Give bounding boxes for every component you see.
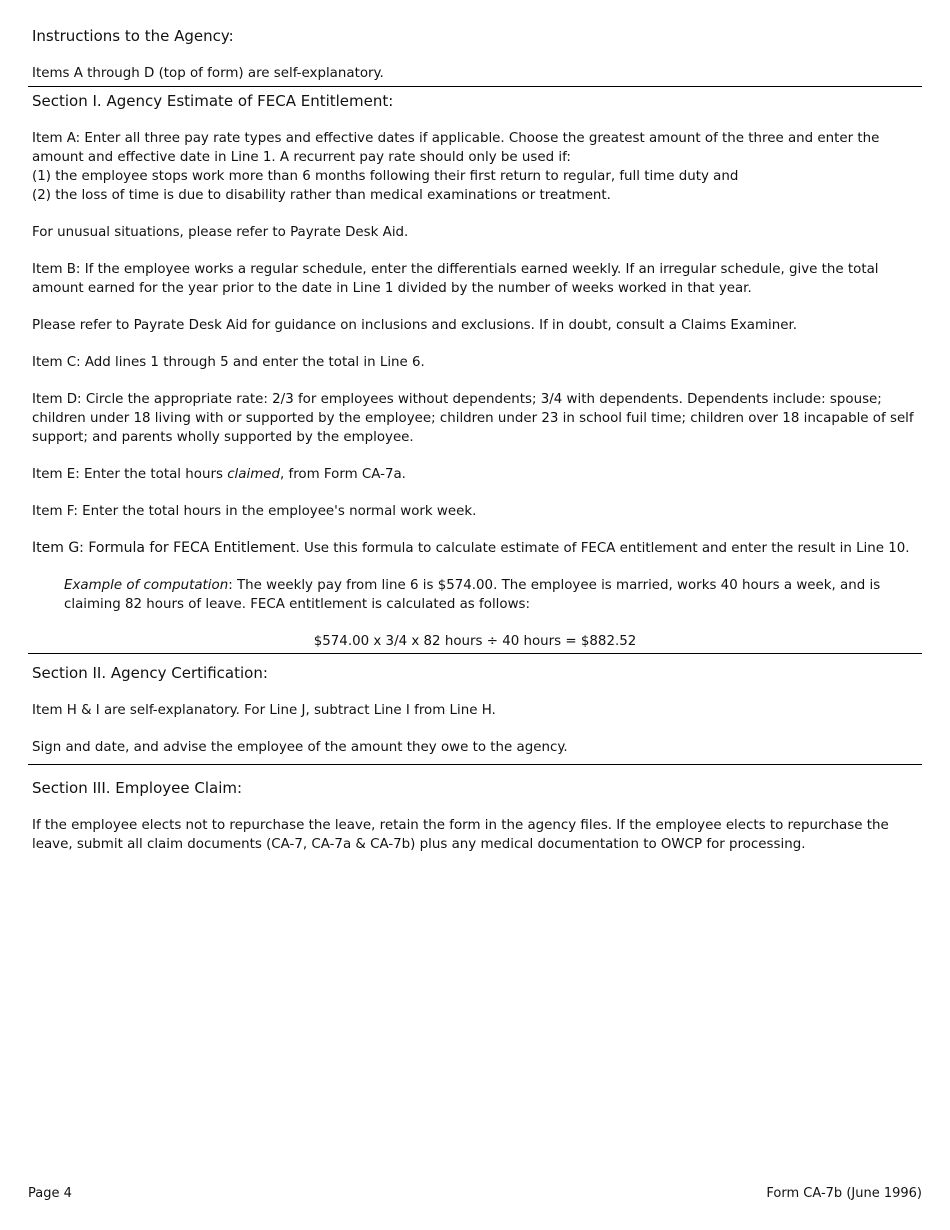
item-g-body: . Use this formula to calculate estimate of FECA entitlement and enter the result in Line 10. bbox=[295, 541, 910, 556]
item-a-text: Item A: Enter all three pay rate types and effective dates if applicable. Choose the greatest amount of the three and enter the amount and effective date in Line 1. A recurrent pay rate should only be used if: bbox=[32, 131, 880, 165]
section-3-text: If the employee elects not to repurchase the leave, retain the form in the agency files. If the employee elects to repurchase the leave, submit all claim documents (CA-7, CA-7a & CA-7b) plus any medical documentation to OWCP for processing. bbox=[32, 818, 889, 852]
section-2 bbox=[28, 654, 922, 757]
example-text: : The weekly pay from line 6 is $574.00. The employee is married, works 40 hours a week, and is claiming 82 hours of leave. FECA entitlement is calculated as follows: bbox=[64, 578, 881, 612]
example-label: Example of computation bbox=[64, 578, 229, 593]
section-3 bbox=[28, 765, 922, 854]
item-e-emphasis: claimed bbox=[227, 467, 280, 482]
item-e-text bbox=[32, 465, 918, 484]
item-e-suffix: , from Form CA-7a. bbox=[279, 467, 406, 482]
item-hi-text: Item H & I are self-explanatory. For Line J, subtract Line I from Line H. bbox=[32, 703, 496, 718]
payrate-guidance-text: Please refer to Payrate Desk Aid for guidance on inclusions and exclusions. If in doubt, consult a Claims Examiner. bbox=[32, 318, 798, 333]
item-a-condition-2: (2) the loss of time is due to disability rather than medical examinations or treatment. bbox=[32, 188, 611, 203]
section-1 bbox=[28, 87, 922, 651]
item-g-text bbox=[32, 539, 918, 558]
item-b-text: Item B: If the employee works a regular schedule, enter the differentials earned weekly. If an irregular schedule, give the total amount earned for the year prior to the date in Line 1 divided by the number of weeks worked in that year. bbox=[32, 262, 879, 296]
section-3-title: Section III. Employee Claim: bbox=[32, 779, 243, 797]
item-e-prefix: Item E: Enter the total hours bbox=[32, 467, 228, 482]
item-a-condition-1: (1) the employee stops work more than 6 months following their first return to regular, full time duty and bbox=[32, 169, 739, 184]
item-d-text: Item D: Circle the appropriate rate: 2/3 for employees without dependents; 3/4 with dependents. Dependents include: spouse; children under 18 living with or supported by the employee; children under 23 in school fuil time; children over 18 incapable of self support; and parents wholly supported by the employee. bbox=[32, 392, 914, 445]
instructions-title: Instructions to the Agency: bbox=[32, 27, 234, 45]
instructions-block bbox=[28, 26, 922, 83]
section-2-title: Section II. Agency Certification: bbox=[32, 664, 268, 682]
example-computation bbox=[32, 576, 918, 614]
instructions-text: Items A through D (top of form) are self-explanatory. bbox=[32, 66, 384, 81]
section-1-title: Section I. Agency Estimate of FECA Entitlement: bbox=[32, 92, 394, 110]
form-identifier: Form CA-7b (June 1996) bbox=[766, 1186, 922, 1201]
sign-date-text: Sign and date, and advise the employee of the amount they owe to the agency. bbox=[32, 740, 568, 755]
page-number: Page 4 bbox=[28, 1186, 72, 1201]
item-g-label: Item G: Formula for FECA Entitlement bbox=[32, 540, 296, 556]
item-c-text: Item C: Add lines 1 through 5 and enter the total in Line 6. bbox=[32, 355, 425, 370]
unusual-situations-text: For unusual situations, please refer to Payrate Desk Aid. bbox=[32, 225, 409, 240]
formula: $574.00 x 3/4 x 82 hours ÷ 40 hours = $882.52 bbox=[313, 634, 637, 649]
item-f-text: Item F: Enter the total hours in the employee's normal work week. bbox=[32, 504, 477, 519]
form-instructions-page bbox=[28, 26, 922, 854]
